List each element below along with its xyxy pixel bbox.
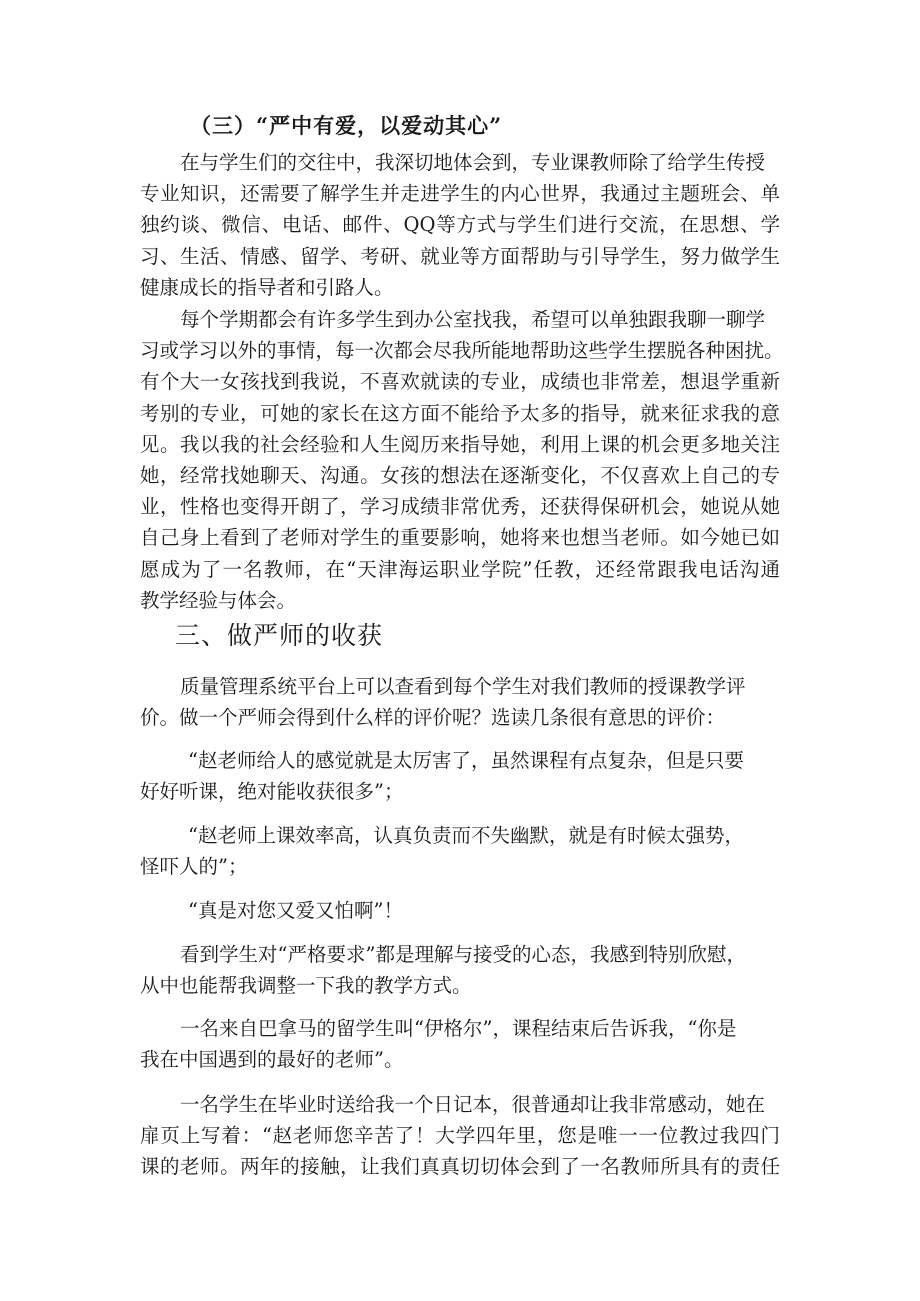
paragraph-panama-student bbox=[140, 1013, 780, 1075]
text-line: 独约谈、微信、电话、邮件、QQ等方式与学生们进行交流，在思想、学 bbox=[140, 213, 780, 237]
text-line: 在与学生们的交往中，我深切地体会到，专业课教师除了给学生传授 bbox=[180, 151, 766, 174]
text-line: 业，性格也变得开朗了，学习成绩非常优秀，还获得保研机会，她说从她 bbox=[140, 495, 780, 519]
quote-evaluation-2 bbox=[140, 820, 780, 882]
text-line: 考别的专业，可她的家长在这方面不能给予太多的指导，就来征求我的意 bbox=[140, 401, 780, 425]
text-line: 从中也能帮我调整一下我的教学方式。 bbox=[140, 974, 472, 998]
section-heading: 三、做严师的收获 bbox=[175, 621, 384, 650]
text-line: 她，经常找她聊天、沟通。女孩的想法在逐渐变化，不仅喜欢上自己的专 bbox=[140, 464, 780, 488]
subsection-heading: （三）“严中有爱，以爱动其心” bbox=[190, 113, 503, 138]
text-line: 专业知识，还需要了解学生并走进学生的内心世界，我通过主题班会、单 bbox=[140, 182, 780, 206]
text-line: 愿成为了一名教师，在“天津海运职业学院”任教，还经常跟我电话沟通 bbox=[140, 557, 780, 581]
text-line: 自己身上看到了老师对学生的重要影响，她将来也想当老师。如今她已如 bbox=[140, 526, 780, 550]
text-line: 习或学习以外的事情，每一次都会尽我所能地帮助这些学生摆脱各种困扰。 bbox=[140, 339, 784, 363]
text-line: 教学经验与体会。 bbox=[140, 588, 297, 612]
text-line: 健康成长的指导者和引路人。 bbox=[140, 275, 394, 299]
text-line: “赵老师上课效率高，认真负责而不失幽默，就是有时候太强势， bbox=[188, 824, 744, 847]
text-line: 有个大一女孩找到我说，不喜欢就读的专业，成绩也非常差，想退学重新 bbox=[140, 370, 780, 394]
text-line: 一名学生在毕业时送给我一个日记本，很普通却让我非常感动，她在 bbox=[180, 1093, 766, 1116]
text-line: 课的老师。两年的接触，让我们真真切切体会到了一名教师所具有的责任 bbox=[140, 1155, 780, 1179]
text-line: 价。做一个严师会得到什么样的评价呢？选读几条很有意思的评价： bbox=[140, 706, 726, 730]
text-line: 一名来自巴拿马的留学生叫“伊格尔”，课程结束后告诉我，“你是 bbox=[180, 1017, 737, 1040]
text-line: 习、生活、情感、留学、考研、就业等方面帮助与引导学生，努力做学生 bbox=[140, 244, 780, 268]
paragraph-student-story bbox=[140, 304, 784, 616]
text-line: 每个学期都会有许多学生到办公室找我，希望可以单独跟我聊一聊学 bbox=[180, 308, 766, 331]
paragraph-student-attitude bbox=[140, 939, 780, 1001]
paragraph-communication bbox=[140, 147, 780, 303]
text-line: 见。我以我的社会经验和人生阅历来指导她，利用上课的机会更多地关注 bbox=[140, 432, 780, 456]
paragraph-evaluation-intro bbox=[140, 671, 780, 733]
text-line: 质量管理系统平台上可以查看到每个学生对我们教师的授课教学评 bbox=[180, 675, 746, 698]
text-line: 扉页上写着：“赵老师您辛苦了！大学四年里，您是唯一一位教过我四门 bbox=[140, 1124, 780, 1148]
text-line: 看到学生对“严格要求”都是理解与接受的心态，我感到特别欣慰， bbox=[180, 943, 746, 966]
text-line: “赵老师给人的感觉就是太厉害了，虽然课程有点复杂，但是只要 bbox=[188, 749, 744, 772]
text-line: 好好听课，绝对能收获很多”； bbox=[140, 780, 404, 804]
text-line: 我在中国遇到的最好的老师”。 bbox=[140, 1048, 404, 1072]
text-line: 怪吓人的”； bbox=[140, 855, 248, 879]
text-line: “真是对您又爱又怕啊”！ bbox=[188, 899, 403, 922]
paragraph-diary-gift bbox=[140, 1089, 780, 1183]
quote-evaluation-3 bbox=[140, 895, 780, 926]
quote-evaluation-1 bbox=[140, 745, 780, 807]
